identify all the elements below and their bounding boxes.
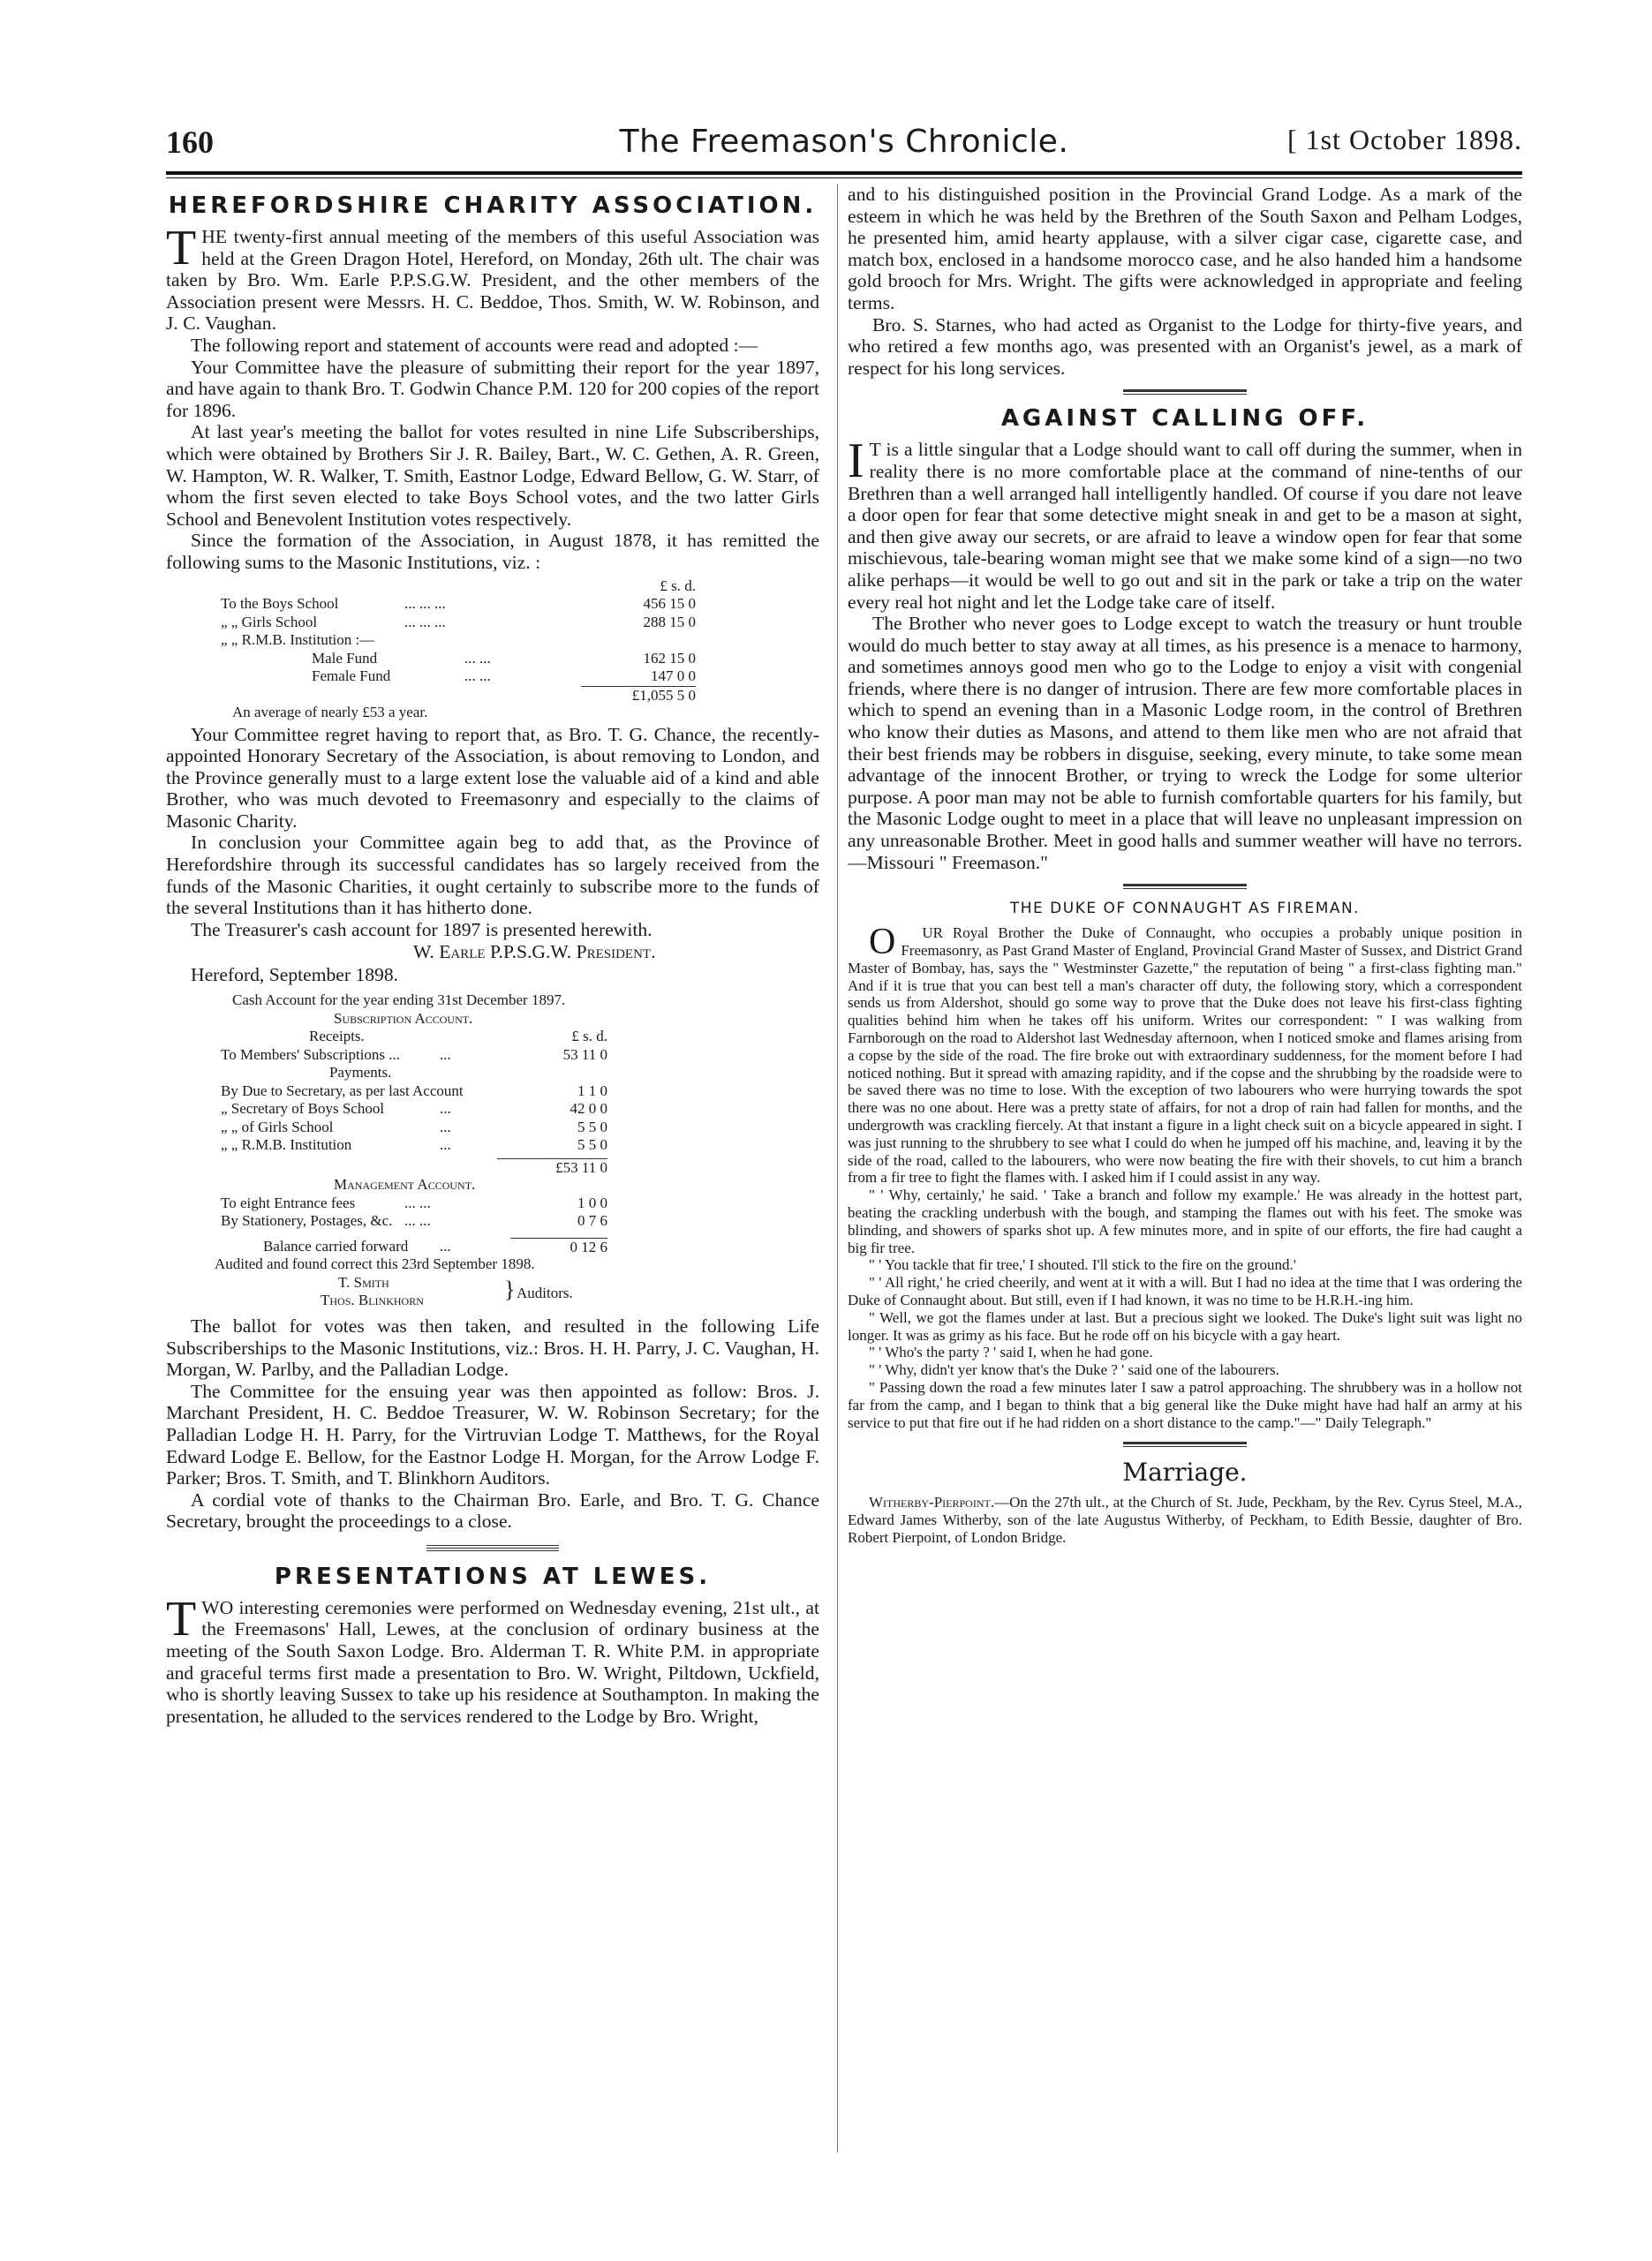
table-row: „ „ R.M.B. Institution :— [221,631,375,648]
table-row: „ „ R.M.B. Institution ... 5 5 0 [221,1136,607,1154]
hereford-paragraph: A cordial vote of thanks to the Chairman Bro. Earle, and Bro. T. G. Chance Secretary, brought the proceedings to a close. [166,1488,819,1533]
total-row: £53 11 0 [166,1158,819,1177]
table-row: To eight Entrance fees ... ... 1 0 0 [221,1194,607,1211]
average-note: An average of nearly £53 a year. [232,704,428,720]
section-separator [1123,389,1247,395]
table-row: By Stationery, Postages, &c. ... ... 0 7 6 [221,1212,607,1230]
cash-account-title: Cash Account for the year ending 31st December 1897. [232,991,566,1009]
hereford-paragraph: In conclusion your Committee again beg to add that, as the Province of Herefordshire through its successful candidates has so largely received from the funds of the Masonic Charities, it ought certainly to subscribe more to the funds of the several Institutions than it has hitherto done. [166,832,819,919]
auditor-name: Thos. Blinkhorn [321,1292,424,1309]
table-row: To Members' Subscriptions ... ... 53 11 0 [221,1045,607,1063]
table-row: Female Fund ... ... 147 0 0 [312,667,696,684]
duke-paragraph: " Passing down the road a few minutes later I saw a patrol approaching. The shrubbery was in a hollow not far from the camp, and I began to think that a big general like the Duke might have had half an army at his service to put that fire out if he had ridden on a short distance to the camp."—" Daily Telegraph." [848,1378,1522,1431]
left-column [166,184,819,1727]
table-row: „ Secretary of Boys School ... 42 0 0 [221,1100,607,1118]
drop-cap: O [869,922,896,963]
table-row: To the Boys School ... ... ... 456 15 0 [221,595,696,612]
against-paragraph: The Brother who never goes to Lodge except to watch the treasury or hunt trouble would do much better to stay away at all times, as his presence is a menace to harmony, and sometimes annoys good men who go to the Lodge to enjoy a visit with congenial friends, where there is no danger of intrusion. There are few more comfortable places in which to spend an evening than in a Masonic Lodge room, in the control of Brethren who know their duties as Masons, and attend to them like men who are not afraid that their best friends may be robbers in disguise, seeking, every minute, to take some mean advantage of the innocent Brother, or trying to wreck the Lodge for some ulterior purpose. A poor man may not be able to furnish comfortable quarters for his family, but the Masonic Lodge ought to meet in a place that will leave no unpleasant impression on any unreasonable Brother. Meet in good halls and summer weather will have no terrors.—Missouri " Freemason." [848,613,1522,873]
hereford-paragraph: The ballot for votes was then taken, and resulted in the following Life Subscriberships to the Masonic Institutions, viz.: Bros. H. H. Parry, J. C. Vaughan, H. Morgan, W. Parlby, and the Palladian Lodge. [166,1315,819,1381]
duke-heading: THE DUKE OF CONNAUGHT AS FIREMAN. [1009,900,1361,918]
management-account-title: Management Account. [334,1176,476,1194]
column-divider [837,184,838,2152]
remittance-table [166,577,819,722]
lewes-paragraph: and to his distinguished position in the Provincial Grand Lodge. As a mark of the esteem in which he was held by the Brethren of the South Saxon and Pelham Lodges, he presented him, amid hearty applause, with a silver cigar case, cigarette case, and match box, enclosed in a handsome morocco case, and he also handed him a handsome gold brooch for Mrs. Wright. The gifts were acknowledged in appropriate and feeling terms. [848,184,1522,313]
table-row: Male Fund ... ... 162 15 0 [312,649,696,667]
audit-statement: Audited and found correct this 23rd September 1898. [215,1255,535,1273]
hereford-paragraph: The Treasurer's cash account for 1897 is presented herewith. [191,918,653,940]
lewes-paragraph: Bro. S. Starnes, who had acted as Organist to the Lodge for thirty-five years, and who retired a few months ago, was presented with an Organist's jewel, as a mark of respect for his long services. [848,313,1522,379]
marriage-heading: Marriage. [1122,1458,1248,1488]
section-separator [1123,1442,1247,1447]
auditors-label: Auditors. [517,1285,573,1302]
hereford-paragraph: Your Committee have the pleasure of submitting their report for the year 1897, and have again to thank Bro. T. Godwin Chance P.M. 120 for 200 copies of the report for 1896. [166,356,819,421]
president-signature: W. Earle P.P.S.G.W. President. [413,941,656,963]
page-number: 160 [166,124,214,160]
masthead-rule-thin [166,177,1522,178]
section-separator [1123,884,1247,889]
duke-paragraph: " Well, we got the flames under at last. But a precious sight we looked. The Duke's light suit was light no longer. It was as grimy as his face. But he rode off on his bicycle with a gay heart. [848,1308,1522,1344]
currency-header: £ s. d. [660,577,696,594]
issue-date: [ 1st October 1898. [1286,124,1522,155]
total-row: £1,055 5 0 [166,686,819,705]
place-date: Hereford, September 1898. [191,964,399,986]
hereford-heading: HEREFORDSHIRE CHARITY ASSOCIATION. [168,192,818,219]
drop-cap: I [848,433,864,489]
table-row: „ „ Girls School ... ... ... 288 15 0 [221,613,696,630]
drop-cap: T [166,221,197,275]
publication-title: The Freemason's Chronicle. [619,124,1069,160]
hereford-paragraph: The Committee for the ensuing year was then appointed as follow: Bros. J. Marchant President, H. C. Beddoe Treasurer, W. W. Robinson Secretary; for the Palladian Lodge H. H. Parry, for the Virtruvian Lodge T. Matthews, for the Royal Edward Lodge E. Bellow, for the Eastnor Lodge H. Morgan, for the Arrow Lodge F. Parker; Bros. T. Smith, and T. Blinkhorn Auditors. [166,1380,819,1489]
duke-paragraph: " ' You tackle that fir tree,' I shouted. I'll stick to the fire on the ground.' [869,1256,1296,1274]
against-heading: AGAINST CALLING OFF. [1000,405,1369,433]
duke-paragraph: " ' Who's the party ? ' said I, when he had gone. [869,1344,1153,1361]
hereford-paragraph: Your Committee regret having to report that, as Bro. T. G. Chance, the recently-appointed Honorary Secretary of the Association, is about removing to London, and the Province generally must to a large extent lose the valuable aid of a kind and able Brother, who was much devoted to Freemasonry and especially to the claims of Masonic Charity. [166,723,819,832]
against-paragraph: I T is a little singular that a Lodge should want to call off during the summer, when in reality there is no more comfortable place at the command of nine-tenths of our Brethren than a well arranged hall intelligently handled. Of course if you dare not leave a door open for fear that some detective might sneak in and get to be a mason at sight, and then give away our secrets, or are afraid to leave a window open for fear that some mischievous, tale-bearing woman might see that we make some kind of a sign—no two alike perhaps—it would be well to go out and sit in the park or take a trip on the water every real hot night and let the Lodge take care of itself. [848,433,1522,613]
hereford-paragraph: Since the formation of the Association, in August 1878, it has remitted the following sums to the Masonic Institutions, viz. : [166,530,819,573]
masthead-rule [166,171,1522,175]
hereford-paragraph: THE twenty-first annual meeting of the members of this useful Association was held at the Green Dragon Hotel, Hereford, on Monday, 26th ult. The chair was taken by Bro. Wm. Earle P.P.S.G.W. President, and the other members of the Association present were Messrs. H. C. Beddoe, Thos. Smith, W. W. Robinson, and J. C. Vaughan. [166,221,819,335]
drop-cap: T [166,1591,197,1647]
marriage-notice: Witherby-Pierpoint.—On the 27th ult., at the Church of St. Jude, Peckham, by the Rev. Cyrus Steel, M.A., Edward James Witherby, son of the late Augustus Witherby, of Peckham, to Edith Bessie, daughter of Bro. Robert Pierpoint, of London Bridge. [848,1494,1522,1546]
cash-account: Cash Account for the year ending 31st December 1897. Subscription Account. Receipts. £ s. d. To Members' Subscriptions ... ... 53 11 0 Payments. By Due to Secretary, as per last Account 1 1 0 „ Secretary of Boys School ... 42 0 0 „ „ of Girls School ... 5 5 0 „ „ R.M.B. Institution ... 5 5 0 £53 11 0 Management Account. To eight Entrance fees ... ... 1 0 0 By Stationery, Postages, &c. ... ... 0 7 6 Balance carried forward ... 0 12 6 Audited and found correct this 23rd September 1898. T. Smith Thos. Blinkhorn } Auditors. [166,991,819,1310]
subscription-account-title: Subscription Account. [334,1009,473,1027]
duke-paragraph: " ' Why, didn't yer know that's the Duke ? ' said one of the labourers. [869,1361,1279,1379]
table-row: „ „ of Girls School ... 5 5 0 [221,1118,607,1135]
duke-paragraph: O UR Royal Brother the Duke of Connaught, who occupies a probably unique position in Freemasonry, as Past Grand Master of England, Provincial Grand Master of Sussex, and District Grand Master of Bombay, has, says the " Westminster Gazette," the reputation of being " a first-class fighting man." And if it is true that you can best tell a man's character off duty, the following story, which a correspondent sends us from Aldershot, should go some way to prove that the Duke does not leave his first-class fighting qualities behind him when he takes off his uniform. Writes our correspondent: " I was walking from Farnborough on the road to Aldershot last Wednesday afternoon, when I noticed smoke and flames arising from a copse by the side of the road. The fire broke out with extraordinary suddenness, for the moment before I had noticed nothing. But it spread with amazing rapidity, and if the copse and the shrubbing by the roadside were to be saved there was no time to lose. With the exception of two labourers who were hurrying towards the spot there was no one about. Here was a pretty state of affairs, for not a drop of rain had fallen for months, and the undergrowth was crackling fiercely. At that instant a figure in a light check suit on a bicycle appeared in sight. I was just running to the shrubbery to see what I could do when he jumped off his machine, and, leaving it by the side of the road, called to the labourers, who were now beating the fire with their shovels, to cut him a branch from a fir tree to fight the flames with. I asked him if I could assist in any way. [848,922,1522,1187]
section-separator [426,1545,559,1551]
table-row: By Due to Secretary, as per last Account 1 1 0 [221,1082,607,1099]
hereford-paragraph: At last year's meeting the ballot for votes resulted in nine Life Subscriberships, which were obtained by Brothers Sir J. R. Bailey, Bart., W. C. Gethen, A. R. Green, W. Hampton, W. R. Walker, T. Smith, Eastnor Lodge, Edward Bellow, G. W. Starr, of whom the first seven elected to take Boys School votes, and the two latter Girls School and Benevolent Institution votes respectively. [166,421,819,530]
duke-paragraph: " ' All right,' he cried cheerily, and went at it with a will. But I had no idea at the time that I was ordering the Duke of Connaught about. But still, even if I had known, it was no time to be H.R.H.-ing him. [848,1274,1522,1308]
lewes-heading: PRESENTATIONS AT LEWES. [274,1563,712,1590]
masthead [166,124,1522,170]
table-row: Balance carried forward ... 0 12 6 [263,1237,607,1255]
hereford-paragraph: The following report and statement of accounts were read and adopted :— [191,334,758,356]
auditor-name: T. Smith [338,1273,389,1291]
lewes-paragraph: TWO interesting ceremonies were performed on Wednesday evening, 21st ult., at the Freemasons' Hall, Lewes, at the conclusion of ordinary business at the meeting of the South Saxon Lodge. Bro. Alderman T. R. White P.M. in appropriate and graceful terms first made a presentation to Bro. W. Wright, Piltdown, Uckfield, who is shortly leaving Sussex to take up his residence at Southampton. In making the presentation, he alluded to the services rendered to the Lodge by Bro. Wright, [166,1591,819,1727]
right-column [848,184,1522,1547]
duke-paragraph: " ' Why, certainly,' he said. ' Take a branch and follow my example.' He was already in the hottest part, beating the crackling underbush with the bough, and stamping the flames out with his feet. The smoke was blinding, and showers of sparks shot up. A few minutes more, and in spite of our efforts, the fire had caught a big fir tree. [848,1187,1522,1256]
